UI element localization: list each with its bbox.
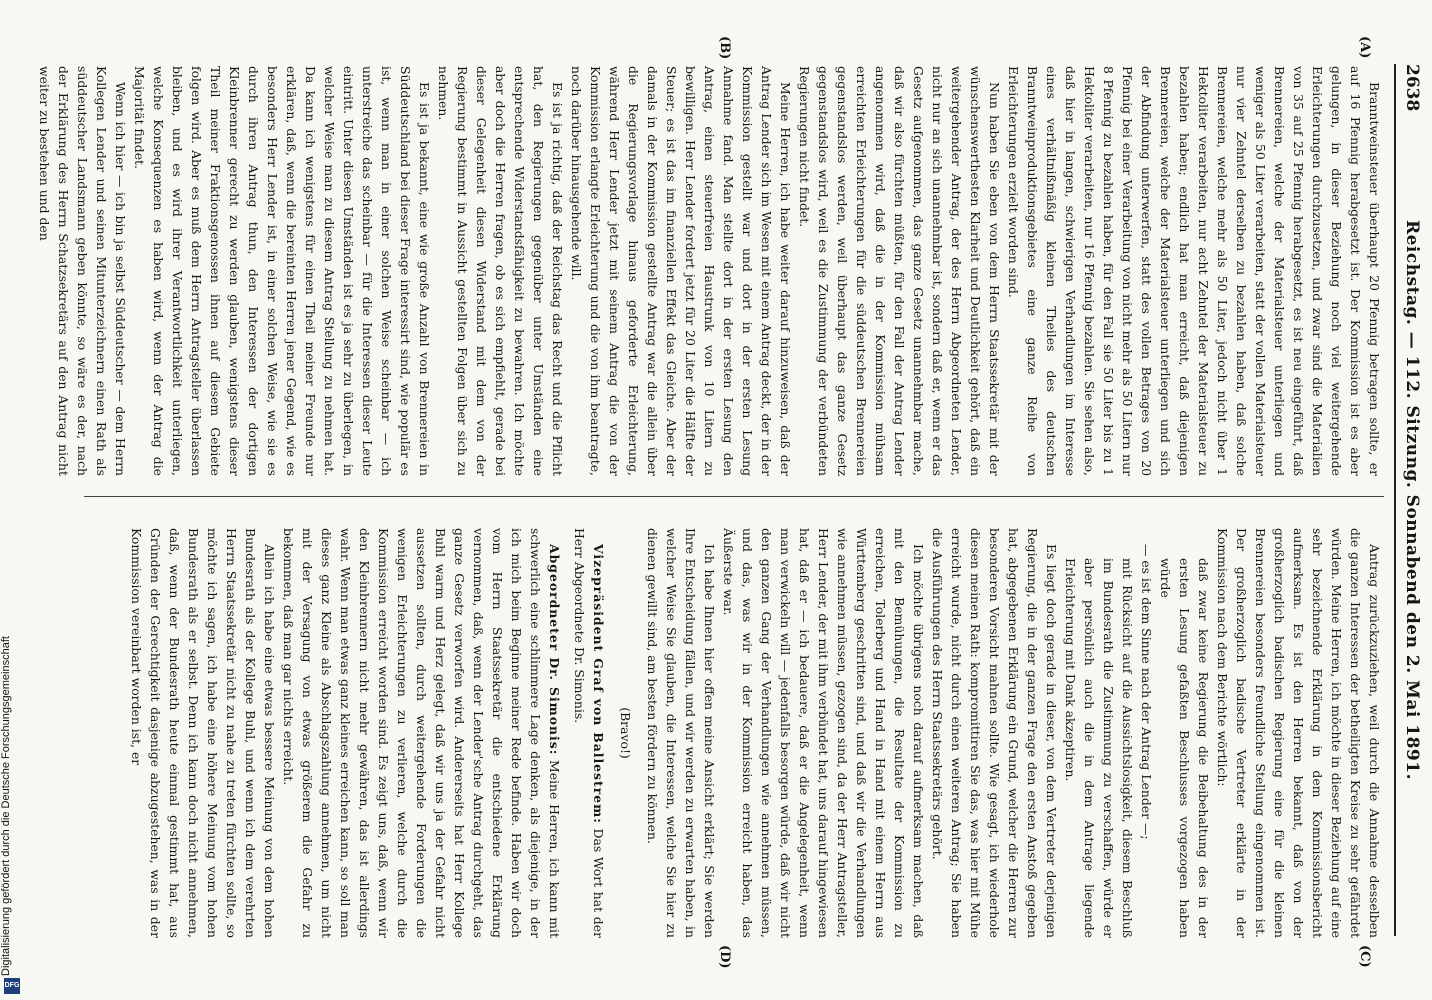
right-column bbox=[84, 528, 1384, 938]
speech-opening bbox=[279, 528, 564, 938]
speaker-name: Vizepräsident Graf von Ballestrem: bbox=[591, 544, 606, 824]
paragraph: Es ist ja richtig, daß der Reichstag das Recht und die Pflicht hat, den Regierungen gegenüber unter Umständen eine entsprechende Widerstandsfähigkeit zu bewahren. Ich möchte aber doch die Herren fragen, ob es sich empfiehlt, gerade bei dieser Gelegenheit diesen Widerstand mit dem von der Regierung bestimmt in Aussicht gestellten Folgen über sich zu nehmen. bbox=[436, 66, 565, 476]
paragraph: Es ist ja bekannt, eine wie große Anzahl von Brennereien in Süddeutschland bei dieser Frage interessirt sind, wie populär es ist, wenn man in einer solchen Weise scheinbar — ich unterstreiche das scheinbar — für die Interessen dieser Leute eintritt. Unter diesen Umständen ist es ja sehr zu überlegen, in welcher Weise man zu diesem Antrag Stellung zu nehmen hat. Da kann ich wenigstens für einen Theil meiner Freunde nur erklären, daß, wenn die bereinten Herren jener Gegend, wie es besonders Herr Lender ist, in einer solchen Weise, wie sie es durch ihren Antrag thun, den Interessen der dortigen Kleinbrenner gerecht zu werden glauben, wenigstens dieser Theil meiner Fraktionsgenossen ihnen auf diesem Gebiete folgen wird. Aber es muß dem Herrn Antragsteller überlassen bleiben, und es wird ihrer Verantwortlichkeit unterliegen, welche Konsequenzen es haben wird, wenn der Antrag die Majorität findet. bbox=[132, 66, 432, 476]
header-rule bbox=[1394, 64, 1396, 936]
paragraph: — es ist dem Sinne nach der Antrag Lender —; bbox=[1139, 544, 1154, 840]
page-title: Reichstag. — 112. Sitzung. Sonnabend den 2. Mai 1891. bbox=[1402, 219, 1422, 780]
dfg-logo: DFG bbox=[4, 978, 20, 994]
paragraph: Allein ich habe eine etwas bessere Meinung von dem hohen Bundesrath als der Kollege Buhl, und wenn ich dem verehrten Herrn Staatssekretär nicht zu nahe zu treten fürchten sollte, so möchte ich sagen, ich habe eine höhere Meinung vom hohen Bundesrath als er selbst. Denn ich kann doch nicht annehmen, daß, wenn der Bundesrath heute einmal gestimmt hat, aus Gründen der Gerechtigkeit dasjenige abzugestehen, was in der Kommission vereinbart worden ist, er bbox=[129, 528, 277, 938]
quotation: daß zwar keine Regierung die Beibehaltung des in der ersten Lesung gefaßten Beschlusses vorgezogen haben würde bbox=[1158, 558, 1211, 938]
credit-text: Digitalisierung gefördert durch die Deutsche Forschungsgemeinschaft bbox=[0, 636, 12, 976]
margin-marker-c: (C) bbox=[1357, 945, 1372, 968]
page-header bbox=[1398, 64, 1426, 936]
paragraph: Ich habe Ihnen hier offen meine Ansicht erklärt; Sie werden Ihre Entscheidung fällen, und wir werden zu erwarten haben, in welcher Weise Sie glauben, die Interessen, welche Sie hier zu dienen gewillt sind, am besten fördern zu können. bbox=[645, 528, 717, 938]
margin-marker-b: (B) bbox=[717, 36, 732, 60]
statement-text: Das Wort hat der Herr Abgeordnete Dr. Simonis. bbox=[572, 528, 606, 938]
digitization-credit bbox=[2, 566, 22, 996]
margin-marker-a: (A) bbox=[1357, 36, 1372, 59]
applause-note: (Bravo!) bbox=[618, 707, 633, 759]
paragraph: Meine Herren, ich habe weiter darauf hinzuweisen, daß der Antrag Lender sich im Wesen mit einem Antrag deckt, der in der Kommission gestellt war und dort in der ersten Lesung Annahme fand. Man stellte dort in der ersten Lesung den Antrag, einen steuerfreien Haustrunk von 10 Litern zu bewilligen. Herr Lender fordert jetzt für 20 Liter die Hälfte der Steuer; es ist das im finanziellen Effekt das Gleiche. Aber der damals in der Kommission gestellte Antrag war die allein über die Regierungsvorlage hinaus geforderte Erleichterung, während Herr Lender jetzt mit seinem Antrag die von der Kommission erlangte Erleichterung und die von ihm beantragte, noch darüber hinausgehende will. bbox=[569, 66, 793, 476]
speaker-name: Abgeordneter Dr. Simonis: bbox=[547, 544, 562, 756]
margin-marker-d: (D) bbox=[717, 945, 732, 969]
page-number: 2638 bbox=[1402, 64, 1422, 112]
paragraph: Antrag zurückzuziehen, weil durch die Annahme desselben die ganzen Interessen der betheiligten Kreise zu sehr gefährdet würden. Meine Herren, ich möchte in dieser Beziehung auf eine sehr bezeichnende Erklärung in dem Kommissionsbericht aufmerksam. Es ist den Herren bekannt, daß von der großherzoglich badischen Regierung eine für die kleinen Brennereien besonders freundliche Stellung eingenommen ist. Der großherzoglich badische Vertreter erklärte in der Kommission nach dem Berichte wörtlich: bbox=[1215, 528, 1382, 938]
paragraph: Ich möchte übrigens noch darauf aufmerksam machen, daß mit den Bemühungen, die Resultate der Kommission zu erreichen, Tolerberg und Hand in Hand mit einem Herrn aus Württemberg geschritten sind, und daß wir die Verhandlungen wie annehmen müssen, gezogen sind, da der Herr Antragsteller, Herr Lender, der mit ihm verbündet hat, uns darauf hingewiesen hat, daß er — ich bedauere, daß er die Angelegenheit, wenn man verwickeln will — jedenfalls besorgen würde, daß wir nicht den ganzen Gang der Verhandlungen wie annehmen müssen, und das, was wir in der Kommission erreicht haben, das Äußerste war. bbox=[721, 528, 926, 938]
column-divider bbox=[84, 496, 1384, 497]
paragraph: Wenn ich hier — ich bin ja selbst Süddeutscher — dem Herrn Kollegen Lender und seinen Mitunterzeichnern einen Rath als süddeutscher Landsmann geben könnte, so wäre es der, nach der Erklärung des Herrn Schatzsekretärs auf den Antrag nicht weiter zu bestehen und den bbox=[37, 66, 128, 476]
left-column bbox=[37, 66, 1384, 476]
paragraph: Es liegt doch gerade in dieser, von dem Vertreter derjenigen Regierung, die in der ganzen Frage den ersten Anstoß gegeben hat, abgegebenen Erklärung ein Grund, welcher die Herren zur besonderen Vorsicht mahnen sollte. Wie gesagt, ich wiederhole diesen meinen Rath: kompromittiren Sie das, was hier mit Mühe erreicht wurde, nicht durch einen weiteren Antrag; Sie haben die Ausführungen des Herrn Staatssekretärs gehört. bbox=[930, 528, 1059, 938]
document-page bbox=[32, 0, 1432, 1000]
paragraph: Branntweinsteuer überhaupt 20 Pfennig betragen sollte, er auf 16 Pfennig herabgesetzt ist. Der Kommission ist es aber gelungen, in dieser Beziehung noch viel weitergehende Erleichterungen durchzusetzen, und zwar sind die Materialien von 35 auf 25 Pfennig herabgesetzt, es ist neu eingeführt, daß Brennereien, welche der Materialsteuer unterliegen und weniger als 50 Liter verarbeiten, statt der vollen Materialsteuer nur vier Zehntel derselben zu bezahlen haben, daß solche Brennereien, welche mehr als 50 Liter, jedoch nicht über 1 Hektoliter verarbeiten, nur acht Zehntel der Materialsteuer zu bezahlen haben; endlich hat man erreicht, daß diejenigen Brennereien, welche der Materialsteuer unterliegen und sich der Abfindung unterwerfen, statt des vollen Betrages von 20 Pfennig bei einer Verarbeitung von nicht mehr als 50 Litern nur 8 Pfennig zu bezahlen haben, für den Fall sie 50 Liter bis zu 1 Hektoliter verarbeiten, nur 16 Pfennig bezahlen. Sie sehen also, daß hier in langen, schwierigen Verhandlungen im Interesse eines verhältnißmäßig kleinen Theiles des deutschen Branntweinproduktionsgebietes eine ganze Reihe von Erleichterungen erzielt worden sind. bbox=[1006, 66, 1382, 476]
president-statement bbox=[570, 528, 608, 938]
paragraph: Nun haben Sie eben von dem Herrn Staatssekretär mit der wünschenswerthesten Klarheit und Deutlichkeit gehört, daß ein weitergehender Antrag, der des Herrn Abgeordneten Lender, nicht nur an sich unannehmbar ist, sondern daß er, wenn er das Gesetz aufgenommen, das ganze Gesetz unannehmbar mache, daß wir also fürchten müßten, für den Fall der Antrag Lender angenommen wird, daß die in der Kommission mühsam erreichten Erleichterungen für die süddeutschen Brennereien gegenstandslos werden, weil überhaupt das ganze Gesetz gegenstandslos wird, weil es die Zustimmung der verbündeten Regierungen nicht findet. bbox=[797, 66, 1002, 476]
statement-text: Meine Herren, ich kann mit schwerlich eine schlimmere Lage denken, als diejenige, in der ich mich beim Beginne meiner Rede befinde. Haben wir doch vom Herrn Staatssekretär die entschiedene Erklärung vernommen, daß, wenn der Lender'sche Antrag durchgeht, das ganze Gesetz verworfen wird. Andererseits hat Herr Kollege Buhl warm und Herz gelegt, daß wir uns ja der Gefahr nicht aussetzen sollten, durch weitergehende Forderungen die wenigen Erleichterungen zu verlieren, welche durch die Kommission erreicht worden sind. Es zeigt uns, daß, wenn wir den Kleinbrennern nicht mehr gewähren, das ist allerdings wahr. Wenn man etwas ganz kleines erreichen kann, so soll man dieses ganz Kleine als Abschlagszahlung annehmen, um nicht mit der Versagung von etwas größerem die Gefahr zu bekommen, daß man gar nichts erreicht. bbox=[281, 528, 562, 938]
quotation: mit Rücksicht auf die Aussichtslosigkeit, diesem Beschluß im Bundesrath die Zustimmung zu verschaffen, würde er aber persönlich auch die in dem Antrage liegende Erleichterung mit Dank akzeptiren. bbox=[1063, 558, 1135, 938]
